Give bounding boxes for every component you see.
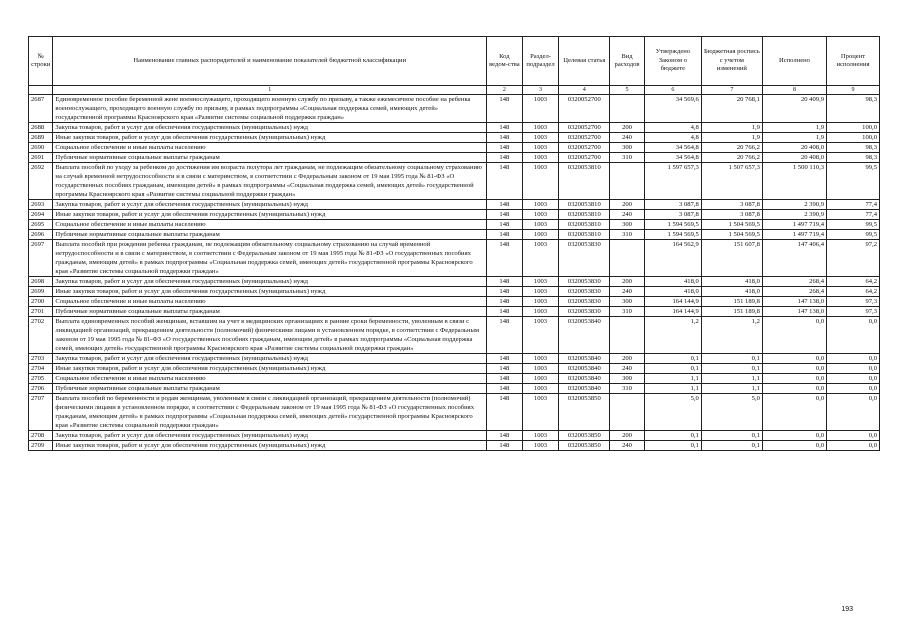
row-number: 2704 xyxy=(29,364,53,374)
row-executed: 1 497 719,4 xyxy=(762,230,826,240)
table-row xyxy=(29,210,880,220)
row-number: 2690 xyxy=(29,143,53,153)
row-approved: 1,2 xyxy=(644,317,701,354)
header-target: Целевая статья xyxy=(559,37,610,86)
row-budget-list: 0,1 xyxy=(701,364,762,374)
row-percent: 0,0 xyxy=(827,431,880,441)
row-approved: 1,1 xyxy=(644,384,701,394)
row-percent: 98,3 xyxy=(827,143,880,153)
row-target: 0320053810 xyxy=(559,230,610,240)
row-section: 1003 xyxy=(522,287,559,297)
header-row-no: № строки xyxy=(29,37,53,86)
row-percent: 0,0 xyxy=(827,354,880,364)
table-row xyxy=(29,297,880,307)
row-percent: 77,4 xyxy=(827,210,880,220)
row-budget-list: 1,1 xyxy=(701,384,762,394)
row-budget-list: 1,2 xyxy=(701,317,762,354)
row-expense: 240 xyxy=(610,441,645,451)
row-executed: 147 138,0 xyxy=(762,297,826,307)
row-percent: 0,0 xyxy=(827,317,880,354)
row-expense: 300 xyxy=(610,143,645,153)
row-budget-list: 0,1 xyxy=(701,441,762,451)
row-budget-list: 1,1 xyxy=(701,374,762,384)
col-number: 5 xyxy=(610,86,645,95)
row-executed: 1 497 719,4 xyxy=(762,220,826,230)
row-dept: 148 xyxy=(487,374,523,384)
row-dept: 148 xyxy=(487,394,523,431)
row-approved: 4,8 xyxy=(644,133,701,143)
row-expense xyxy=(610,317,645,354)
row-target: 0320053840 xyxy=(559,384,610,394)
row-expense xyxy=(610,394,645,431)
row-number: 2703 xyxy=(29,354,53,364)
budget-table xyxy=(28,36,880,451)
table-row xyxy=(29,317,880,354)
table-row xyxy=(29,200,880,210)
row-section: 1003 xyxy=(522,210,559,220)
row-number: 2699 xyxy=(29,287,53,297)
row-number: 2705 xyxy=(29,374,53,384)
row-section: 1003 xyxy=(522,297,559,307)
col-number: 9 xyxy=(827,86,880,95)
table-row xyxy=(29,394,880,431)
row-number: 2692 xyxy=(29,163,53,200)
header-budget-list: Бюджетная роспись с учетом изменений xyxy=(701,37,762,86)
row-executed: 0,0 xyxy=(762,317,826,354)
row-budget-list: 5,0 xyxy=(701,394,762,431)
row-target: 0320053850 xyxy=(559,394,610,431)
row-target: 0320053840 xyxy=(559,374,610,384)
page-number: 193 xyxy=(841,606,853,613)
row-dept: 148 xyxy=(487,384,523,394)
row-budget-list: 20 766,2 xyxy=(701,143,762,153)
row-executed: 0,0 xyxy=(762,374,826,384)
row-target: 0320053840 xyxy=(559,354,610,364)
row-dept: 148 xyxy=(487,297,523,307)
row-section: 1003 xyxy=(522,220,559,230)
row-number: 2695 xyxy=(29,220,53,230)
row-approved: 3 087,8 xyxy=(644,200,701,210)
row-percent: 99,5 xyxy=(827,230,880,240)
row-expense: 200 xyxy=(610,431,645,441)
row-target: 0320053830 xyxy=(559,240,610,277)
row-approved: 418,0 xyxy=(644,277,701,287)
row-name: Единовременное пособие беременной жене военнослужащего, проходящего военную службу по призыву, а также ежемесячное пособие на ребенка военнослужащего, проходящего военную службу по призыву, в рамках подпрограммы «Социальная поддержка семей, имеющих детей» государственной программы Красноярского края «Развитие системы социальной поддержки граждан» xyxy=(53,95,487,123)
row-dept: 148 xyxy=(487,133,523,143)
table-body xyxy=(29,95,880,451)
row-dept: 148 xyxy=(487,364,523,374)
header-section: Раздел-подраздел xyxy=(522,37,559,86)
row-approved: 34 564,8 xyxy=(644,143,701,153)
row-number: 2696 xyxy=(29,230,53,240)
row-expense: 240 xyxy=(610,287,645,297)
row-target: 0320052700 xyxy=(559,133,610,143)
row-expense: 200 xyxy=(610,354,645,364)
row-percent: 64,2 xyxy=(827,277,880,287)
table-row xyxy=(29,441,880,451)
row-section: 1003 xyxy=(522,153,559,163)
row-target: 0320053810 xyxy=(559,200,610,210)
row-dept: 148 xyxy=(487,210,523,220)
row-expense: 240 xyxy=(610,364,645,374)
row-dept: 148 xyxy=(487,200,523,210)
row-budget-list: 1 504 569,5 xyxy=(701,230,762,240)
row-executed: 147 138,0 xyxy=(762,307,826,317)
row-target: 0320053850 xyxy=(559,441,610,451)
row-budget-list: 151 607,8 xyxy=(701,240,762,277)
row-approved: 4,8 xyxy=(644,123,701,133)
row-target: 0320053840 xyxy=(559,317,610,354)
row-section: 1003 xyxy=(522,95,559,123)
row-approved: 5,0 xyxy=(644,394,701,431)
row-percent: 98,3 xyxy=(827,95,880,123)
row-name: Иные закупки товаров, работ и услуг для обеспечения государственных (муниципальных) нужд xyxy=(53,364,487,374)
row-section: 1003 xyxy=(522,230,559,240)
row-target: 0320053830 xyxy=(559,287,610,297)
table-row xyxy=(29,143,880,153)
row-name: Иные закупки товаров, работ и услуг для обеспечения государственных (муниципальных) нужд xyxy=(53,441,487,451)
table-row xyxy=(29,374,880,384)
row-name: Выплата пособий при рождении ребенка гражданам, не подлежащим обязательному социальному страхованию на случай временной нетрудоспособности и в связи с материнством, в соответствии с Федеральным законом от 19 мая 1995 года № 81-ФЗ «О государственных пособиях гражданам, имеющим детей» в рамках подпрограммы «Социальная поддержка семей, имеющих детей» государственной программы Красноярского края «Развитие системы социальной поддержки граждан» xyxy=(53,240,487,277)
row-number: 2693 xyxy=(29,200,53,210)
row-name: Публичные нормативные социальные выплаты гражданам xyxy=(53,230,487,240)
row-budget-list: 1 507 657,3 xyxy=(701,163,762,200)
header-dept: Код ведом-ства xyxy=(487,37,523,86)
row-budget-list: 20 768,1 xyxy=(701,95,762,123)
table-row xyxy=(29,364,880,374)
row-executed: 1 500 110,3 xyxy=(762,163,826,200)
row-target: 0320053810 xyxy=(559,220,610,230)
table-row xyxy=(29,277,880,287)
row-executed: 2 390,9 xyxy=(762,210,826,220)
row-approved: 34 569,6 xyxy=(644,95,701,123)
table-row xyxy=(29,384,880,394)
row-dept: 148 xyxy=(487,143,523,153)
row-section: 1003 xyxy=(522,307,559,317)
row-executed: 147 406,4 xyxy=(762,240,826,277)
row-section: 1003 xyxy=(522,123,559,133)
col-number: 7 xyxy=(701,86,762,95)
row-executed: 1,9 xyxy=(762,133,826,143)
row-dept: 148 xyxy=(487,163,523,200)
row-section: 1003 xyxy=(522,143,559,153)
row-executed: 0,0 xyxy=(762,364,826,374)
row-number: 2697 xyxy=(29,240,53,277)
column-numbers-row xyxy=(29,86,880,95)
row-percent: 0,0 xyxy=(827,364,880,374)
row-expense: 200 xyxy=(610,277,645,287)
row-number: 2688 xyxy=(29,123,53,133)
row-expense: 300 xyxy=(610,297,645,307)
row-section: 1003 xyxy=(522,200,559,210)
row-executed: 0,0 xyxy=(762,441,826,451)
row-number: 2698 xyxy=(29,277,53,287)
col-number: 4 xyxy=(559,86,610,95)
row-name: Иные закупки товаров, работ и услуг для обеспечения государственных (муниципальных) нужд xyxy=(53,133,487,143)
row-percent: 99,5 xyxy=(827,220,880,230)
row-target: 0320052700 xyxy=(559,123,610,133)
row-executed: 268,4 xyxy=(762,287,826,297)
row-dept: 148 xyxy=(487,441,523,451)
row-name: Публичные нормативные социальные выплаты гражданам xyxy=(53,384,487,394)
row-expense: 310 xyxy=(610,153,645,163)
row-approved: 3 087,8 xyxy=(644,210,701,220)
row-target: 0320053810 xyxy=(559,163,610,200)
row-target: 0320053830 xyxy=(559,277,610,287)
col-number: 1 xyxy=(53,86,487,95)
row-number: 2691 xyxy=(29,153,53,163)
row-dept: 148 xyxy=(487,95,523,123)
row-percent: 100,0 xyxy=(827,123,880,133)
row-executed: 268,4 xyxy=(762,277,826,287)
row-target: 0320052700 xyxy=(559,95,610,123)
header-name: Наименование главных распорядителей и наименование показателей бюджетной классификации xyxy=(53,37,487,86)
row-approved: 1 594 569,5 xyxy=(644,230,701,240)
row-dept: 148 xyxy=(487,317,523,354)
row-section: 1003 xyxy=(522,394,559,431)
row-approved: 1,1 xyxy=(644,374,701,384)
row-number: 2689 xyxy=(29,133,53,143)
row-percent: 97,3 xyxy=(827,297,880,307)
table-row xyxy=(29,220,880,230)
row-percent: 97,2 xyxy=(827,240,880,277)
table-row xyxy=(29,163,880,200)
header-row xyxy=(29,37,880,86)
row-target: 0320053830 xyxy=(559,307,610,317)
header-approved: Утверждено Законом о бюджете xyxy=(644,37,701,86)
row-dept: 148 xyxy=(487,220,523,230)
header-expense: Вид расходов xyxy=(610,37,645,86)
table-row xyxy=(29,133,880,143)
row-section: 1003 xyxy=(522,384,559,394)
row-dept: 148 xyxy=(487,153,523,163)
row-approved: 34 564,8 xyxy=(644,153,701,163)
row-percent: 77,4 xyxy=(827,200,880,210)
row-executed: 20 408,0 xyxy=(762,153,826,163)
row-number: 2700 xyxy=(29,297,53,307)
row-approved: 0,1 xyxy=(644,364,701,374)
row-number: 2702 xyxy=(29,317,53,354)
row-budget-list: 1,9 xyxy=(701,133,762,143)
row-expense: 200 xyxy=(610,123,645,133)
row-dept: 148 xyxy=(487,354,523,364)
row-target: 0320053810 xyxy=(559,210,610,220)
row-name: Закупка товаров, работ и услуг для обеспечения государственных (муниципальных) нужд xyxy=(53,200,487,210)
row-percent: 99,5 xyxy=(827,163,880,200)
row-percent: 98,3 xyxy=(827,153,880,163)
row-section: 1003 xyxy=(522,317,559,354)
row-number: 2694 xyxy=(29,210,53,220)
row-section: 1003 xyxy=(522,240,559,277)
table-row xyxy=(29,123,880,133)
row-dept: 148 xyxy=(487,307,523,317)
row-target: 0320053830 xyxy=(559,297,610,307)
row-budget-list: 0,1 xyxy=(701,431,762,441)
row-approved: 1 594 569,5 xyxy=(644,220,701,230)
row-budget-list: 151 189,8 xyxy=(701,307,762,317)
row-expense xyxy=(610,240,645,277)
table-row xyxy=(29,354,880,364)
row-dept: 148 xyxy=(487,287,523,297)
row-section: 1003 xyxy=(522,163,559,200)
row-number: 2701 xyxy=(29,307,53,317)
row-number: 2687 xyxy=(29,95,53,123)
row-budget-list: 3 087,8 xyxy=(701,200,762,210)
row-executed: 20 408,0 xyxy=(762,143,826,153)
header-executed: Исполнено xyxy=(762,37,826,86)
row-budget-list: 1 504 569,5 xyxy=(701,220,762,230)
row-executed: 1,9 xyxy=(762,123,826,133)
row-expense: 300 xyxy=(610,220,645,230)
row-dept: 148 xyxy=(487,431,523,441)
row-section: 1003 xyxy=(522,374,559,384)
row-executed: 0,0 xyxy=(762,354,826,364)
row-section: 1003 xyxy=(522,431,559,441)
row-budget-list: 3 087,8 xyxy=(701,210,762,220)
row-name: Публичные нормативные социальные выплаты гражданам xyxy=(53,307,487,317)
row-number: 2709 xyxy=(29,441,53,451)
row-name: Социальное обеспечение и иные выплаты населению xyxy=(53,143,487,153)
row-budget-list: 418,0 xyxy=(701,287,762,297)
row-section: 1003 xyxy=(522,354,559,364)
row-percent: 0,0 xyxy=(827,384,880,394)
row-expense: 310 xyxy=(610,307,645,317)
row-executed: 20 409,9 xyxy=(762,95,826,123)
row-expense: 310 xyxy=(610,384,645,394)
row-approved: 164 144,9 xyxy=(644,307,701,317)
row-target: 0320053840 xyxy=(559,364,610,374)
row-approved: 0,1 xyxy=(644,354,701,364)
row-approved: 0,1 xyxy=(644,431,701,441)
row-percent: 0,0 xyxy=(827,374,880,384)
col-number: 2 xyxy=(487,86,523,95)
row-name: Выплата пособий по уходу за ребенком до достижения им возраста полутора лет гражданам, не подлежащим обязательному социальному страхованию на случай временной нетрудоспособности и в связи с материнством, в соответствии с Федеральным законом от 19 мая 1995 года № 81-ФЗ «О государственных пособиях гражданам, имеющим детей» в рамках подпрограммы «Социальная поддержка семей, имеющих детей» государственной программы Красноярского края «Развитие системы социальной поддержки граждан» xyxy=(53,163,487,200)
row-name: Выплата единовременных пособий женщинам, вставшим на учет в медицинских организациях в ранние сроки беременности, уволенным в связи с ликвидацией организаций, прекращением деятельности (полномочий) физическими лицами в установленном порядке, в соответствии с Федеральным законом от 19 мая 1995 года № 81-ФЗ «О государственных пособиях гражданам, имеющим детей» в рамках подпрограммы «Социальная поддержка семей, имеющих детей» государственной программы Красноярского края «Развитие системы социальной поддержки граждан» xyxy=(53,317,487,354)
header-percent: Процент исполнения xyxy=(827,37,880,86)
row-executed: 2 390,9 xyxy=(762,200,826,210)
row-target: 0320052700 xyxy=(559,153,610,163)
row-name: Социальное обеспечение и иные выплаты населению xyxy=(53,297,487,307)
table-row xyxy=(29,431,880,441)
row-target: 0320052700 xyxy=(559,143,610,153)
row-budget-list: 20 766,2 xyxy=(701,153,762,163)
row-dept: 148 xyxy=(487,230,523,240)
row-section: 1003 xyxy=(522,441,559,451)
row-budget-list: 418,0 xyxy=(701,277,762,287)
row-executed: 0,0 xyxy=(762,394,826,431)
row-percent: 100,0 xyxy=(827,133,880,143)
row-number: 2706 xyxy=(29,384,53,394)
row-name: Закупка товаров, работ и услуг для обеспечения государственных (муниципальных) нужд xyxy=(53,123,487,133)
row-executed: 0,0 xyxy=(762,384,826,394)
row-target: 0320053850 xyxy=(559,431,610,441)
row-dept: 148 xyxy=(487,277,523,287)
row-name: Иные закупки товаров, работ и услуг для обеспечения государственных (муниципальных) нужд xyxy=(53,287,487,297)
row-name: Иные закупки товаров, работ и услуг для обеспечения государственных (муниципальных) нужд xyxy=(53,210,487,220)
row-dept: 148 xyxy=(487,123,523,133)
table-row xyxy=(29,307,880,317)
table-row xyxy=(29,287,880,297)
row-name: Закупка товаров, работ и услуг для обеспечения государственных (муниципальных) нужд xyxy=(53,277,487,287)
row-section: 1003 xyxy=(522,364,559,374)
row-dept: 148 xyxy=(487,240,523,277)
row-expense xyxy=(610,95,645,123)
row-percent: 0,0 xyxy=(827,394,880,431)
row-percent: 0,0 xyxy=(827,441,880,451)
row-budget-list: 1,9 xyxy=(701,123,762,133)
row-section: 1003 xyxy=(522,277,559,287)
row-budget-list: 151 189,8 xyxy=(701,297,762,307)
row-name: Публичные нормативные социальные выплаты гражданам xyxy=(53,153,487,163)
row-name: Закупка товаров, работ и услуг для обеспечения государственных (муниципальных) нужд xyxy=(53,354,487,364)
table-row xyxy=(29,153,880,163)
col-number: 8 xyxy=(762,86,826,95)
row-expense: 200 xyxy=(610,200,645,210)
row-expense: 310 xyxy=(610,230,645,240)
row-percent: 97,3 xyxy=(827,307,880,317)
row-expense xyxy=(610,163,645,200)
row-percent: 64,2 xyxy=(827,287,880,297)
row-expense: 240 xyxy=(610,210,645,220)
col-number: 6 xyxy=(644,86,701,95)
row-expense: 300 xyxy=(610,374,645,384)
row-approved: 418,0 xyxy=(644,287,701,297)
table-row xyxy=(29,230,880,240)
row-section: 1003 xyxy=(522,133,559,143)
row-executed: 0,0 xyxy=(762,431,826,441)
row-name: Закупка товаров, работ и услуг для обеспечения государственных (муниципальных) нужд xyxy=(53,431,487,441)
col-number: 3 xyxy=(522,86,559,95)
table-row xyxy=(29,240,880,277)
row-name: Социальное обеспечение и иные выплаты населению xyxy=(53,220,487,230)
row-approved: 164 144,9 xyxy=(644,297,701,307)
budget-sheet xyxy=(28,36,880,451)
row-approved: 164 562,9 xyxy=(644,240,701,277)
col-number xyxy=(29,86,53,95)
row-approved: 1 597 657,3 xyxy=(644,163,701,200)
row-budget-list: 0,1 xyxy=(701,354,762,364)
table-row xyxy=(29,95,880,123)
row-expense: 240 xyxy=(610,133,645,143)
row-name: Социальное обеспечение и иные выплаты населению xyxy=(53,374,487,384)
row-number: 2707 xyxy=(29,394,53,431)
row-name: Выплата пособий по беременности и родам женщинам, уволенным в связи с ликвидацией организаций, прекращением деятельности (полномочий) физическими лицами в установленном порядке, в соответствии с Федеральным законом от 19 мая 1995 года № 81-ФЗ «О государственных пособиях гражданам, имеющим детей» в рамках подпрограммы «Социальная поддержка семей, имеющих детей» государственной программы Красноярского края «Развитие системы социальной поддержки граждан» xyxy=(53,394,487,431)
row-number: 2708 xyxy=(29,431,53,441)
row-approved: 0,1 xyxy=(644,441,701,451)
